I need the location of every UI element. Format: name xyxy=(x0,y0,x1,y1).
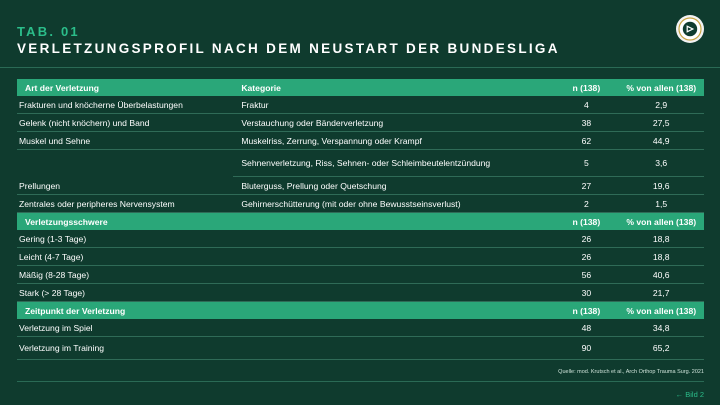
table-row xyxy=(17,132,704,150)
col-header: % von allen (138) xyxy=(618,213,704,231)
page-title: VERLETZUNGSPROFIL NACH DEM NEUSTART DER BUNDESLIGA xyxy=(17,41,560,56)
table-cell: 44,9 xyxy=(618,132,704,150)
table-cell: Verstauchung oder Bänderverletzung xyxy=(233,114,554,132)
table-cell: 56 xyxy=(554,266,618,284)
table-cell xyxy=(233,266,554,284)
table-row xyxy=(17,266,704,284)
table-row xyxy=(17,177,704,195)
table-cell: Verletzung im Spiel xyxy=(17,319,233,337)
table-cell: 62 xyxy=(554,132,618,150)
table-cell: 26 xyxy=(554,230,618,248)
table-cell: 18,8 xyxy=(618,230,704,248)
header-divider xyxy=(0,67,720,68)
table-cell: 21,7 xyxy=(618,284,704,302)
table-cell: Sehnenverletzung, Riss, Sehnen- oder Schleimbeutelentzündung xyxy=(233,150,554,177)
col-header: % von allen (138) xyxy=(618,79,704,96)
col-header xyxy=(233,213,554,231)
table-cell: 30 xyxy=(554,284,618,302)
col-header: Zeitpunkt der Verletzung xyxy=(17,302,233,320)
col-header xyxy=(233,302,554,320)
table-cell xyxy=(233,337,554,360)
table-row xyxy=(17,337,704,360)
table-cell: Mäßig (8-28 Tage) xyxy=(17,266,233,284)
col-header: n (138) xyxy=(554,79,618,96)
col-header: n (138) xyxy=(554,302,618,320)
table-cell: Stark (> 28 Tage) xyxy=(17,284,233,302)
pager-label: Bild 2 xyxy=(685,390,704,399)
table-cell: 48 xyxy=(554,319,618,337)
col-header: % von allen (138) xyxy=(618,302,704,320)
table-cell: 27 xyxy=(554,177,618,195)
table-cell: Muskel und Sehne xyxy=(17,132,233,150)
table-header-row xyxy=(17,302,704,320)
table-cell: Gelenk (nicht knöchern) und Band xyxy=(17,114,233,132)
table-cell xyxy=(233,248,554,266)
table-row xyxy=(17,319,704,337)
table-cell: 5 xyxy=(554,150,618,177)
col-header: Kategorie xyxy=(233,79,554,96)
table-row xyxy=(17,248,704,266)
table-row xyxy=(17,284,704,302)
arrow-left-icon: ← xyxy=(675,390,684,399)
pager-link[interactable] xyxy=(676,390,704,399)
table-cell: Leicht (4-7 Tage) xyxy=(17,248,233,266)
table-cell: 38 xyxy=(554,114,618,132)
table-cell: Muskelriss, Zerrung, Verspannung oder Krampf xyxy=(233,132,554,150)
table-cell: 4 xyxy=(554,96,618,114)
table-row xyxy=(17,195,704,213)
table-cell: 90 xyxy=(554,337,618,360)
table-cell: Bluterguss, Prellung oder Quetschung xyxy=(233,177,554,195)
table-cell: 19,6 xyxy=(618,177,704,195)
table-cell: 1,5 xyxy=(618,195,704,213)
table-cell: Frakturen und knöcherne Überbelastungen xyxy=(17,96,233,114)
table-cell xyxy=(17,150,233,177)
table-cell: 3,6 xyxy=(618,150,704,177)
table-header-row xyxy=(17,213,704,231)
table-cell xyxy=(233,230,554,248)
table-row xyxy=(17,150,704,177)
table-cell: Fraktur xyxy=(233,96,554,114)
source-note: Quelle: mod. Krutsch et al., Arch Orthop Trauma Surg. 2021 xyxy=(558,369,704,375)
table-cell: 2 xyxy=(554,195,618,213)
table-header-row xyxy=(17,79,704,96)
table-cell xyxy=(233,284,554,302)
col-header: Verletzungsschwere xyxy=(17,213,233,231)
table-row xyxy=(17,114,704,132)
table-cell xyxy=(233,319,554,337)
table-cell: Zentrales oder peripheres Nervensystem xyxy=(17,195,233,213)
table-cell: 34,8 xyxy=(618,319,704,337)
col-header: Art der Verletzung xyxy=(17,79,233,96)
injury-table xyxy=(17,79,704,360)
table-cell: Verletzung im Training xyxy=(17,337,233,360)
table-cell: 18,8 xyxy=(618,248,704,266)
table-cell: Gering (1-3 Tage) xyxy=(17,230,233,248)
table-row xyxy=(17,96,704,114)
table-cell: Gehirnerschütterung (mit oder ohne Bewusstseinsverlust) xyxy=(233,195,554,213)
kicker: TAB. 01 xyxy=(17,24,80,39)
table-cell: 40,6 xyxy=(618,266,704,284)
table-cell: 26 xyxy=(554,248,618,266)
table-cell: 65,2 xyxy=(618,337,704,360)
table-row xyxy=(17,230,704,248)
table-cell: 2,9 xyxy=(618,96,704,114)
table-cell: 27,5 xyxy=(618,114,704,132)
table-cell: Prellungen xyxy=(17,177,233,195)
footer-divider xyxy=(17,381,704,382)
col-header: n (138) xyxy=(554,213,618,231)
dfb-logo-icon xyxy=(676,15,704,43)
